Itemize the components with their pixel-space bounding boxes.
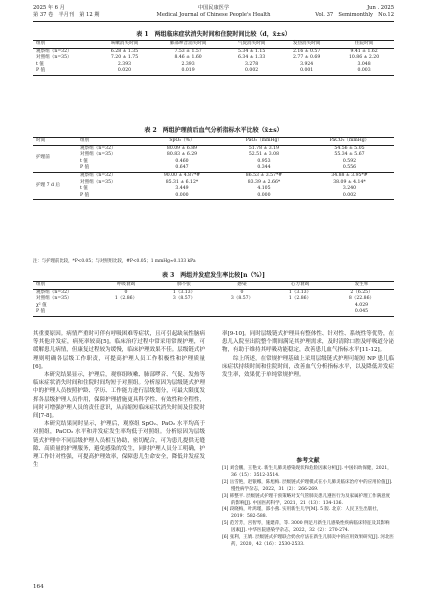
table2-header: 时间 (33, 138, 77, 146)
table2-title: 表 2 两组护理前后血气分析指标水平比较（x̄±s） (144, 127, 283, 134)
table3-header: 心力衰竭 (271, 282, 329, 290)
table-row (33, 289, 394, 296)
table-cell: 观察组（n=32） (77, 145, 141, 152)
table-cell: 80.09 ± 6.89 (141, 145, 223, 152)
table-cell: 观察组（n=32） (33, 48, 97, 55)
table2-time-label: 护理前 (33, 145, 77, 172)
table-cell: 0.045 (329, 309, 394, 316)
table-cell: P 值 (77, 193, 141, 200)
table-cell: P 值 (33, 309, 97, 316)
table2-header: SpO₂（%） (141, 138, 223, 146)
table-cell: 5.34 ± 1.15 (224, 48, 279, 55)
table-cell (97, 303, 155, 310)
table-cell: 0.020 (97, 68, 152, 75)
table-cell: 3（8.57） (172, 296, 196, 302)
table-cell: 观察组（n=32） (33, 289, 97, 296)
table-cell: 0.019 (152, 68, 224, 75)
table-row (33, 193, 394, 200)
table1-header: 咳嗽消失时间 (97, 41, 152, 49)
reference-item: [1] 刘会鹏，王艳文. 新生儿肺炎感染现状和危险因素分析[J]. 中国妇幼保健，2021，36（15）：3512-3514. (222, 466, 392, 478)
table-cell: 3.240 (342, 186, 357, 192)
table-cell (271, 309, 329, 316)
body-paragraph: 本研究结果同时显示，护理后，观察组 SpO₂、PaO₂ 水平均高于对照组，PaCO₂ 水平和并发症发生率均低于对照组。分析原因为层级链式护理中不同层级护理人员相互协助，密切配合，可为患儿提供无缝隙、高质量的护理服务，避免感染的发生，同时护理人员分工明确，护理工作针对性强，可提高护理效率，保障患儿生命安全，降低并发症发生 (33, 421, 205, 469)
table-cell: 0.592 (342, 158, 357, 164)
table3-title: 表 3 两组并发症发生率比较[n（%）] (161, 272, 265, 279)
table-cell: 52.51 ± 3.08 (248, 152, 280, 158)
body-paragraph: 综上所述，在常规护理基础上采用层级链式护理可缩短 NP 患儿临床症状持续时间和住院时间，改善血气分析指标水平，以及降低并发症发生率，效果优于单纯常规护理。 (222, 355, 394, 379)
table-cell: 0 (97, 289, 155, 296)
body-paragraph: 率[9-10]。同时层级链式护理具有整体性、针对性、系统性等优势，在患儿入院至出院整个期间满足其护理需求，及时清除口腔及呼吸道分泌物，有助于维持其呼吸功能稳定，改善患儿血气指标水平[11-12]。 (222, 331, 394, 354)
table-cell: 0.556 (342, 165, 357, 171)
table-cell: 90.00 ± 4.87*# (141, 172, 223, 179)
table-cell: 0.002 (305, 193, 394, 200)
table-cell: 3.924 (300, 61, 314, 67)
table-cell: 0.003 (334, 68, 394, 75)
table-cell: 0.647 (175, 165, 189, 171)
table-cell: 38.09 ± 4.14* (333, 179, 366, 185)
table-row (33, 165, 394, 172)
header-date-en: Jun . 2025 (367, 5, 394, 11)
table-header-row (33, 282, 394, 290)
table-cell: χ² 值 (36, 302, 47, 308)
table-cell: 3.048 (357, 61, 371, 67)
header-journal-cn: 中国民康医学 (197, 5, 230, 11)
table-cell: P 值 (33, 68, 97, 75)
table-cell: 0.460 (175, 158, 189, 164)
table-cell: t 值 (80, 186, 88, 192)
table-cell: 3.449 (175, 186, 189, 192)
table3-header: 呼吸衰竭 (97, 282, 155, 290)
table-cell (97, 309, 155, 316)
table2 (33, 137, 394, 200)
body-paragraph: 本研究结果显示，护理后，观察组咳嗽、肺部啰音、气促、发热等临床症状消失时间和住院时间均短于对照组。分析原因为层级链式护理中的护理人员按照护龄、学历、工作能力进行层级划分，可最大限度发挥各层级护理人员作用，保障护理措施更具科学性、有效性和全程性，同时可增强护理人员的责任意识，从而缩短临床症状消失时间及住院时间[7-8]。 (33, 372, 205, 420)
table-cell: 0.002 (224, 68, 279, 75)
table-cell: 2（6.25） (329, 289, 394, 296)
table-row (33, 309, 394, 316)
table1-header: 肺部啰音消失时间 (152, 41, 224, 49)
page-number: 164 (33, 584, 44, 590)
table-cell: 55.34 ± 5.67 (334, 152, 365, 158)
table-cell: 4.029 (354, 302, 369, 308)
table3-header: 感染 (213, 282, 271, 290)
table-cell: 8.46 ± 1.60 (174, 55, 202, 61)
references-list (222, 466, 394, 549)
table1 (33, 40, 394, 76)
table-header-row (33, 138, 394, 146)
table-row (33, 62, 394, 69)
table1-title: 表 1 两组临床症状消失时间和住院时间比较（d，x̄±s） (136, 31, 291, 38)
table1-header: 发热消失时间 (279, 41, 334, 49)
table-cell: 2.77 ± 0.69 (293, 55, 321, 61)
table-cell: 54.56 ± 5.05 (305, 145, 394, 152)
table-cell: 4.105 (257, 186, 271, 192)
reference-item: [2] 岳雪艳，赵银娜，陈旭梅. 层级链式护理模式在小儿肺炎临床治疗中的应用价值[J]. 慢性病学杂志，2022，31（2）：266-269. (222, 479, 393, 492)
table-cell: 51.78 ± 3.19 (223, 145, 305, 152)
table3 (33, 281, 394, 317)
table-cell: 7.20 ± 1.75 (110, 55, 139, 61)
table-cell: 34.88 ± 3.95*# (305, 172, 394, 179)
table-cell: 9.41 ± 1.62 (334, 48, 394, 55)
table-cell: 8（22.86） (348, 296, 375, 302)
table1-header: 气促消失时间 (224, 41, 279, 49)
table-cell: t 值 (36, 61, 44, 67)
table3-header: 肺不张 (155, 282, 213, 290)
header-rule (33, 21, 394, 22)
table-cell: 观察组（n=32） (77, 172, 141, 179)
table-cell: 85.31 ± 6.12* (165, 179, 199, 185)
table-cell: 83.39 ± 2.66* (247, 179, 281, 185)
table-row (33, 152, 394, 159)
reference-item: [5] 范芳芳，宫智琴，施建萍，等. 3000 例足月新生儿感染性疾病临床特征及其影响因素[J]. 中华医院感染学杂志，2022，32（2）：270-274. (222, 521, 390, 534)
table-row (33, 48, 394, 55)
table-cell: 2.16 ± 0.57 (279, 48, 334, 55)
table-cell: 7.53 ± 1.57 (152, 48, 224, 55)
table-header-row (33, 41, 394, 49)
table-row (33, 172, 394, 179)
table-cell (271, 303, 329, 310)
table-cell: P 值 (80, 165, 90, 171)
table-cell: 对照组（n=35） (80, 152, 116, 158)
table-cell: 1（3.13） (271, 289, 329, 296)
table-cell: 3（8.57） (230, 296, 254, 302)
header-volume: 第 37 卷 半月刊 第 12 期 (33, 12, 100, 18)
table-cell: 0.000 (141, 193, 223, 200)
table-cell: 2.393 (181, 61, 195, 67)
table2-time-label: 护理 7 d 后 (33, 172, 77, 199)
table2-note: 注：与护理前比较，*P<0.05；与对照组比较，#P<0.05；1 mmHg≈0.133 kPa (33, 259, 196, 264)
table-cell: 对照组（n=35） (36, 296, 72, 302)
header-journal-en: Medical Journal of Chinese People's Health (156, 12, 271, 18)
table-cell: 3.278 (245, 61, 259, 67)
table-cell: 0.000 (223, 193, 305, 200)
table3-header: 发生率 (329, 282, 394, 290)
table1-header: 组别 (33, 41, 97, 49)
table-cell: 0 (213, 289, 271, 296)
table-cell: 0.344 (257, 165, 271, 171)
table2-header: PaCO₂（mmHg） (305, 138, 394, 146)
header-date: 2025 年 6 月 (33, 5, 65, 11)
table-cell (213, 303, 271, 310)
table-cell: 1（2.86） (288, 296, 312, 302)
reference-item: [6] 张利，王婧. 层级链式护理联合奶食疗法在新生儿肺炎中的应用效果研究[J]. 河北医药，2020，42（16）：2530-2533. (222, 535, 394, 547)
table-cell (155, 303, 213, 310)
body-right-column (222, 330, 394, 379)
table-cell (155, 309, 213, 316)
table1-header: 住院时间 (334, 41, 394, 49)
header-volume-en: Vol. 37 Semimonthly No.12 (315, 12, 394, 18)
table-row (33, 186, 394, 193)
table-row (33, 68, 394, 75)
reference-item: [3] 韩整平. 层级链式护理干预策略对支气管肺炎患儿遵医行为及家属护理工作满意度的影响[J]. 中国医药科学，2021，21（13）：134-136. (222, 493, 391, 506)
table-row (33, 55, 394, 62)
table-cell (213, 309, 271, 316)
table-row (33, 296, 394, 303)
table-cell: 10.86 ± 2.20 (349, 55, 380, 61)
body-left-column (33, 330, 205, 469)
table-cell: 对照组（n=35） (36, 55, 72, 61)
table-cell: 1（3.13） (155, 289, 213, 296)
table2-header: PaO₂（mmHg） (223, 138, 305, 146)
table-cell: t 值 (80, 158, 88, 164)
table-cell: 0.953 (257, 158, 271, 164)
table3-header: 组别 (33, 282, 97, 290)
table-cell: 对照组（n=35） (80, 179, 116, 185)
reference-item: [4] 段晓梅，叶鸿瑾，邵小燕. 实用新生儿学[M]. 5 版. 北京：人民卫生出版社，2019：582-588. (222, 507, 382, 520)
table-row (33, 303, 394, 310)
table-cell: 86.53 ± 3.57*# (223, 172, 305, 179)
table-cell: 6.28 ± 1.35 (97, 48, 152, 55)
table-cell: 1（2.86） (114, 296, 138, 302)
table2-header: 组别 (77, 138, 141, 146)
table-cell: 80.83 ± 6.29 (166, 152, 198, 158)
table-cell: 6.34 ± 1.33 (238, 55, 266, 61)
body-paragraph: 其重要原因。病情严重时可伴有呼吸困难等症状，且可引起缺氧性脑病等其他并发症，病死率较高[5]。临床治疗过程中常采用常规护理，可缓解患儿病情，但康复过程较为缓慢，临床护理效果不佳。层级链式护理则明确各层级工作职责，可提高护理人员工作积极性和护理质量[6]。 (33, 331, 205, 370)
table-cell: 2.393 (117, 61, 132, 67)
table-cell: 0.001 (279, 68, 334, 75)
references-heading: 参考文献 (296, 458, 320, 464)
